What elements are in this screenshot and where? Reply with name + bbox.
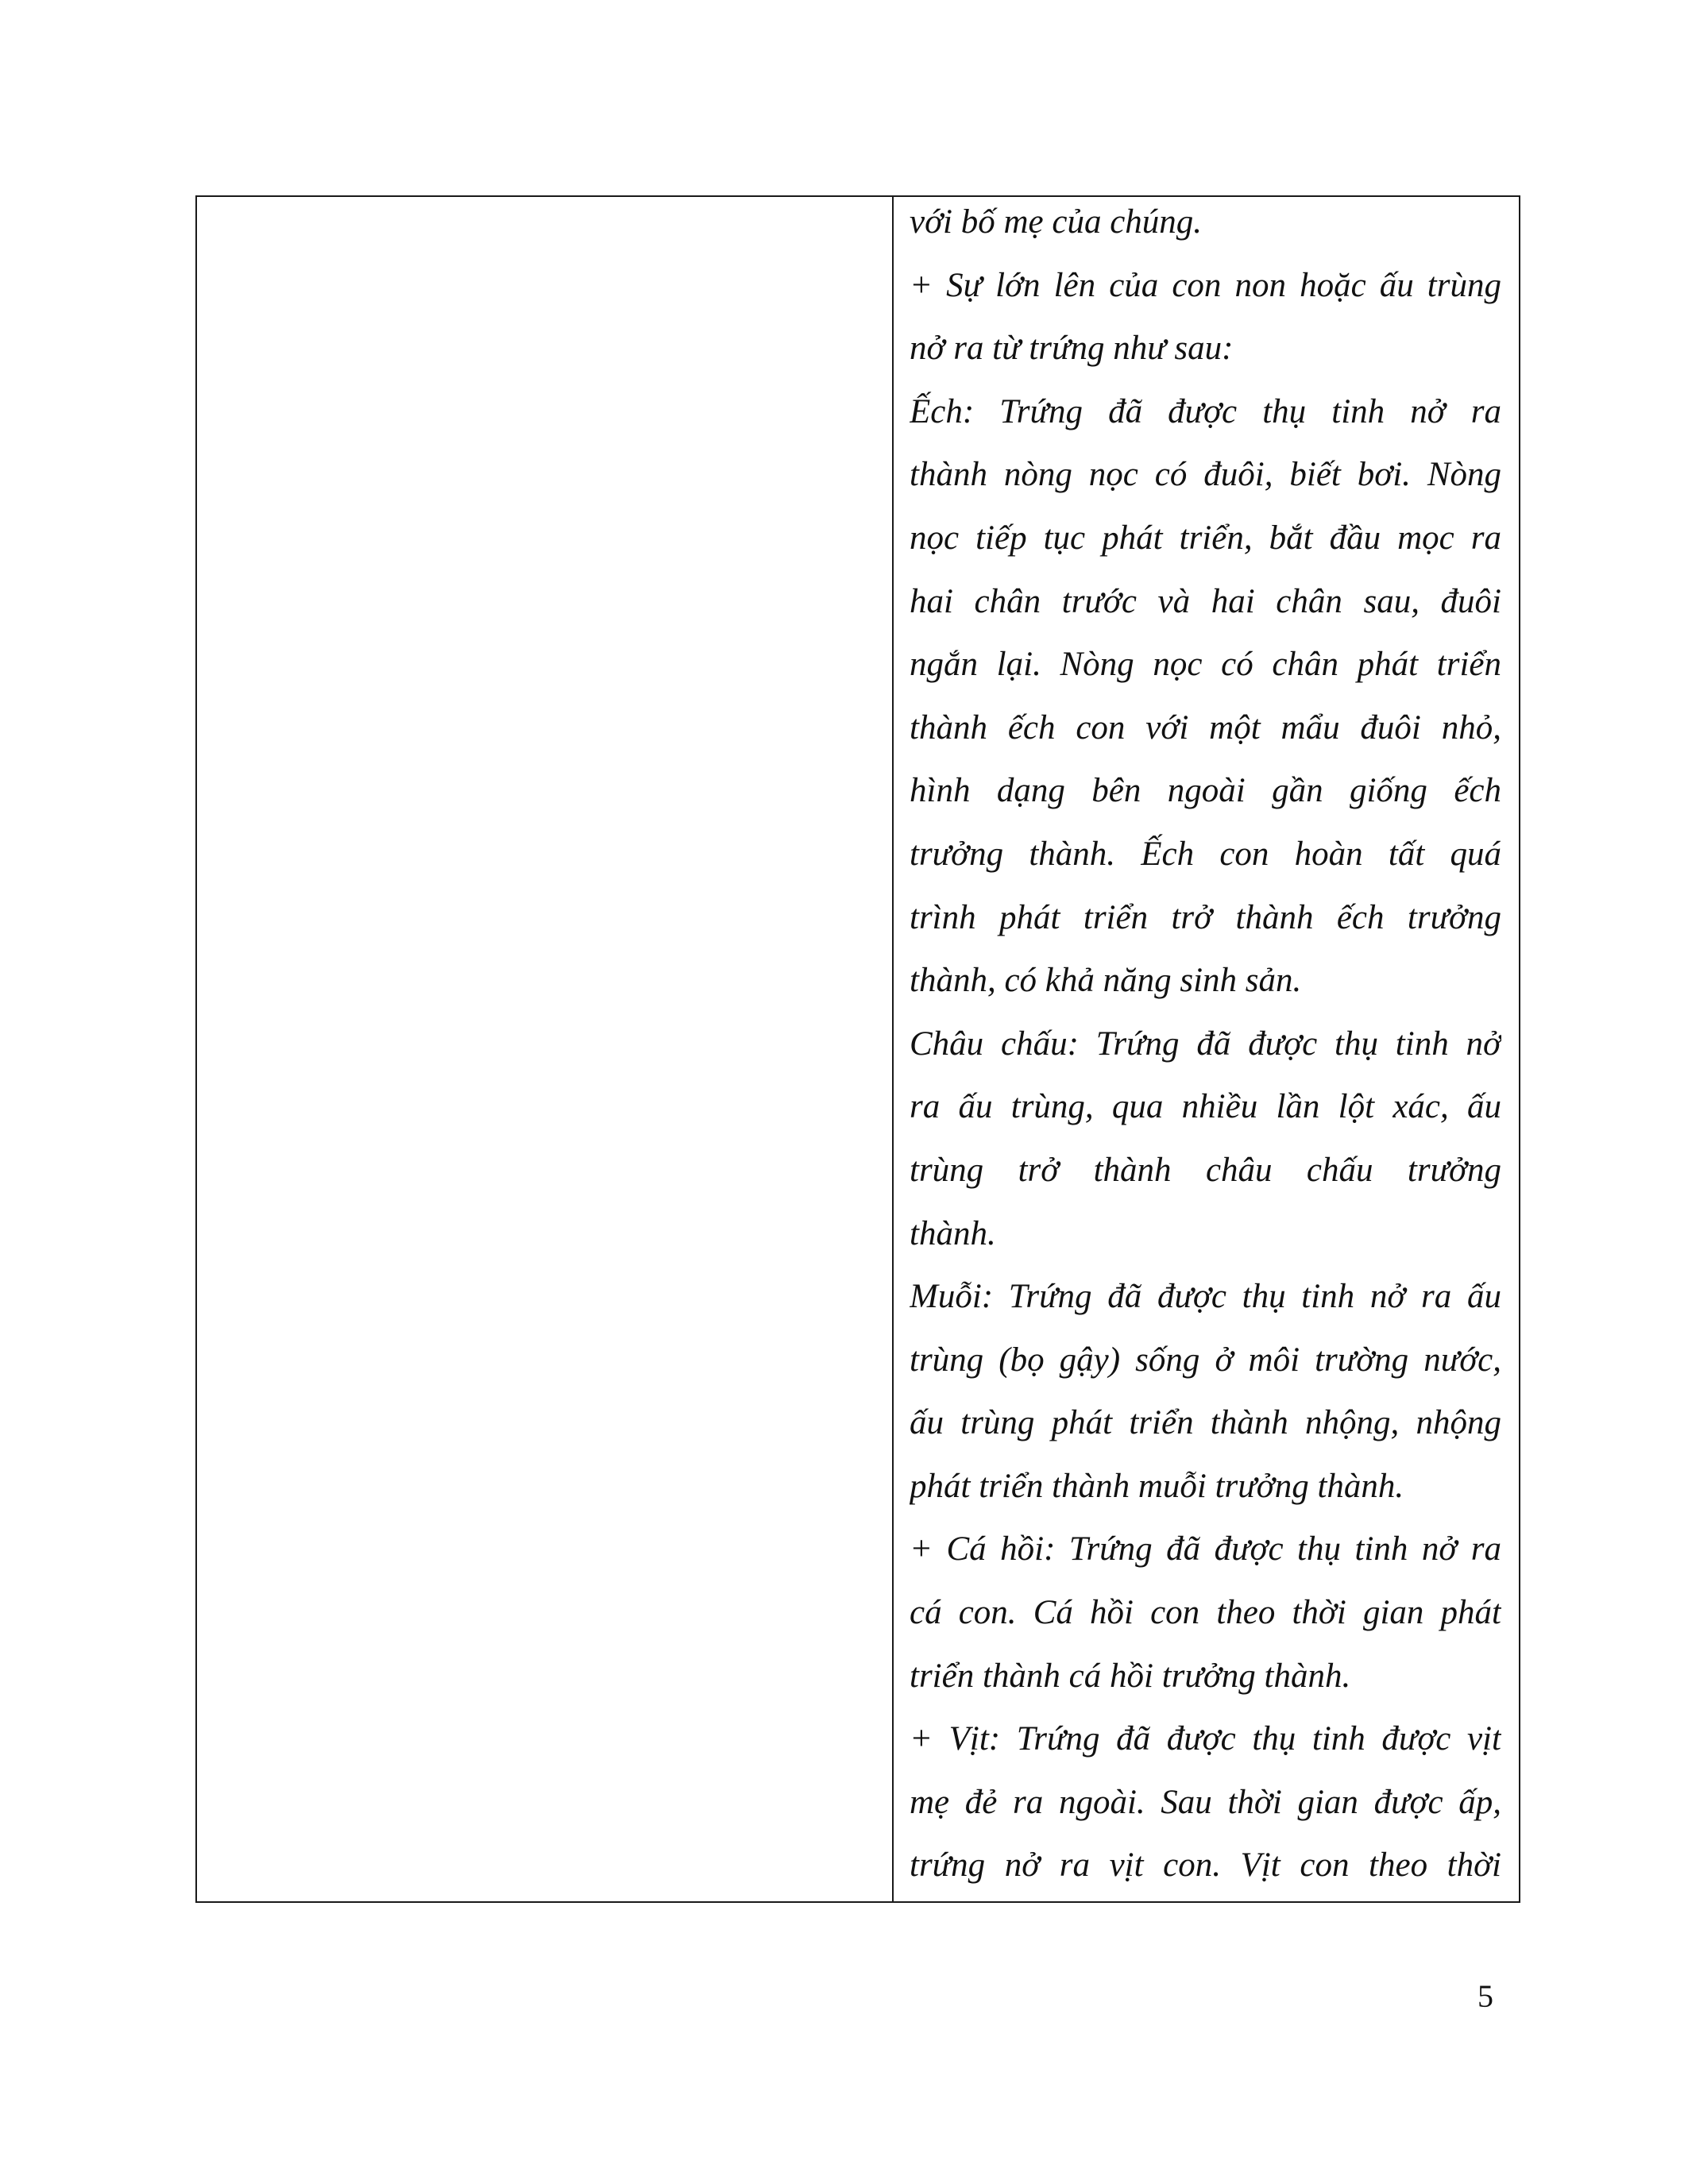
table-cell-right: [894, 197, 1519, 1901]
text-line: trình phát triển trở thành ếch trưởng: [910, 898, 1501, 936]
table-cell-left: [197, 197, 894, 1901]
text-line: trùng trở thành châu chấu trưởng: [910, 1151, 1501, 1189]
text-line: trưởng thành. Ếch con hoàn tất quá: [910, 835, 1501, 873]
text-line: cá con. Cá hồi con theo thời gian phát: [910, 1594, 1501, 1632]
text-line: phát triển thành muỗi trưởng thành.: [910, 1467, 1404, 1505]
text-line: + Sự lớn lên của con non hoặc ấu trùng: [910, 266, 1501, 304]
text-line: trùng (bọ gậy) sống ở môi trường nước,: [910, 1341, 1501, 1379]
text-line: Ếch: Trứng đã được thụ tinh nở ra: [910, 392, 1501, 430]
content-table: [195, 195, 1520, 1903]
text-line: thành.: [910, 1214, 996, 1252]
text-line: nọc tiếp tục phát triển, bắt đầu mọc ra: [910, 519, 1501, 557]
text-line: Muỗi: Trứng đã được thụ tinh nở ra ấu: [910, 1278, 1501, 1316]
text-line: thành ếch con với một mẩu đuôi nhỏ,: [910, 708, 1501, 747]
text-line: Châu chấu: Trứng đã được thụ tinh nở: [910, 1024, 1501, 1063]
text-line: nở ra từ trứng như sau:: [910, 330, 1234, 368]
text-line: + Vịt: Trứng đã được thụ tinh được vịt: [910, 1720, 1501, 1758]
page-number: 5: [1477, 1978, 1493, 2014]
text-line: triển thành cá hồi trưởng thành.: [910, 1657, 1351, 1695]
text-line: trứng nở ra vịt con. Vịt con theo thời: [910, 1846, 1501, 1885]
text-line: thành, có khả năng sinh sản.: [910, 962, 1302, 1000]
text-line: hai chân trước và hai chân sau, đuôi: [910, 582, 1501, 620]
text-line: ấu trùng phát triển thành nhộng, nhộng: [910, 1404, 1501, 1442]
text-line: ngắn lại. Nòng nọc có chân phát triển: [910, 646, 1501, 684]
text-line: + Cá hồi: Trứng đã được thụ tinh nở ra: [910, 1530, 1501, 1569]
text-line: ra ấu trùng, qua nhiều lần lột xác, ấu: [910, 1088, 1501, 1126]
text-line: với bố mẹ của chúng.: [910, 203, 1203, 241]
text-line: mẹ đẻ ra ngoài. Sau thời gian được ấp,: [910, 1783, 1501, 1821]
text-line: hình dạng bên ngoài gần giống ếch: [910, 772, 1501, 810]
text-line: thành nòng nọc có đuôi, biết bơi. Nòng: [910, 456, 1501, 494]
